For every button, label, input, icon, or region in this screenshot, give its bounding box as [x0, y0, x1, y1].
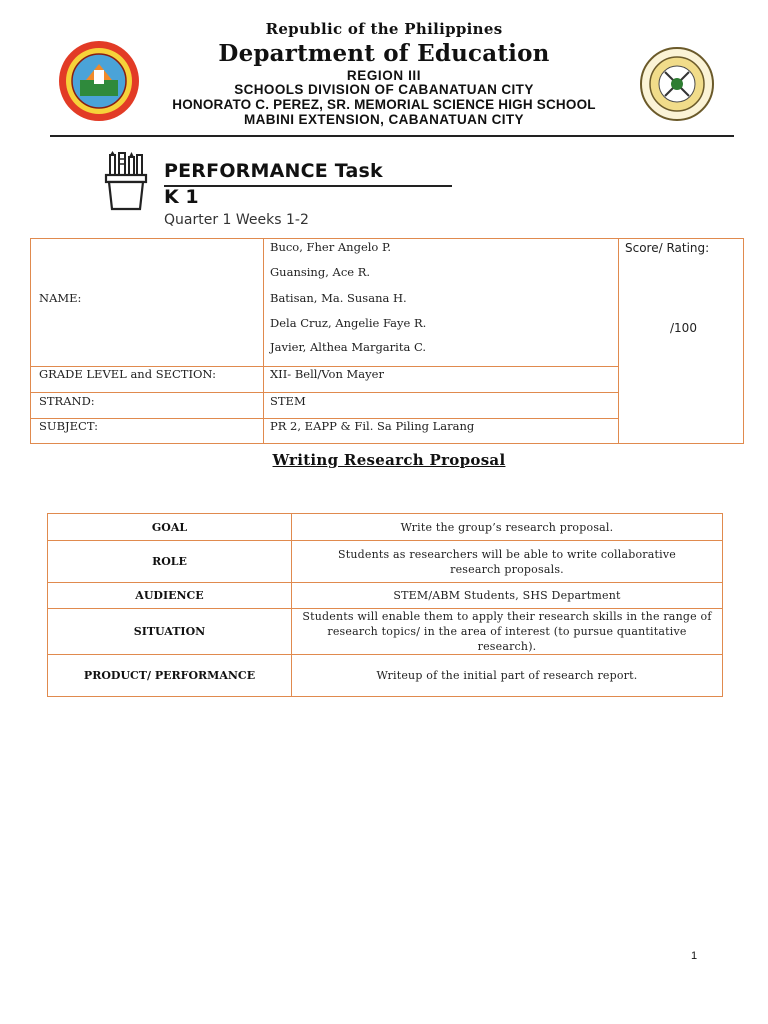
quarter-label: Quarter 1 Weeks 1-2 [164, 212, 309, 228]
task-code: K 1 [164, 186, 199, 208]
task-title: PERFORMANCE Task [164, 160, 383, 182]
score-value: /100 [670, 321, 697, 335]
grasp-value-situation: Students will enable them to apply their research skills in the range of research topics/ in the area of interest (to pursue quantitative research). [292, 609, 723, 655]
header-divider [50, 135, 734, 137]
page-number: 1 [691, 950, 698, 962]
grade-value: XII- Bell/Von Mayer [270, 367, 384, 381]
grasp-label-audience: AUDIENCE [48, 583, 292, 609]
school-heading: HONORATO C. PEREZ, SR. MEMORIAL SCIENCE HIGH SCHOOL [172, 97, 596, 112]
table-row [48, 514, 723, 541]
student-name: Dela Cruz, Angelie Faye R. [270, 316, 427, 330]
proposal-title: Writing Research Proposal [272, 451, 506, 469]
grasp-label-goal: GOAL [48, 514, 292, 541]
grasp-label-product: PRODUCT/ PERFORMANCE [48, 655, 292, 697]
table-row [48, 655, 723, 697]
grasp-label-role: ROLE [48, 541, 292, 583]
score-label: Score/ Rating: [625, 241, 710, 255]
subject-value: PR 2, EAPP & Fil. Sa Piling Larang [270, 419, 475, 433]
strand-label: STRAND: [39, 394, 95, 408]
grasps-table [47, 513, 723, 697]
table-row [48, 583, 723, 609]
student-name: Javier, Althea Margarita C. [270, 340, 427, 354]
name-label: NAME: [39, 291, 82, 305]
grasp-value-role: Students as researchers will be able to write collaborative research proposals. [292, 541, 723, 583]
division-heading: SCHOOLS DIVISION OF CABANATUAN CITY [234, 82, 534, 97]
table-row [48, 609, 723, 655]
region-heading: REGION III [346, 68, 422, 83]
title-underline [164, 185, 452, 187]
student-name: Guansing, Ace R. [270, 265, 371, 279]
grasp-value-product: Writeup of the initial part of research report. [292, 655, 723, 697]
address-heading: MABINI EXTENSION, CABANATUAN CITY [244, 112, 524, 127]
student-info-table [30, 238, 744, 444]
department-heading: Department of Education [218, 40, 550, 67]
school-seal [640, 47, 714, 121]
table-divider [618, 239, 619, 444]
table-row [48, 541, 723, 583]
strand-value: STEM [270, 394, 306, 408]
grade-label: GRADE LEVEL and SECTION: [39, 367, 216, 381]
table-divider [263, 239, 264, 444]
pencil-cup-icon [104, 151, 148, 211]
republic-heading: Republic of the Philippines [265, 20, 503, 38]
grasp-value-goal: Write the group’s research proposal. [292, 514, 723, 541]
subject-label: SUBJECT: [39, 419, 98, 433]
student-name: Buco, Fher Angelo P. [270, 240, 392, 254]
grasp-label-situation: SITUATION [48, 609, 292, 655]
grasp-value-audience: STEM/ABM Students, SHS Department [292, 583, 723, 609]
student-name: Batisan, Ma. Susana H. [270, 291, 407, 305]
table-divider [31, 392, 618, 393]
